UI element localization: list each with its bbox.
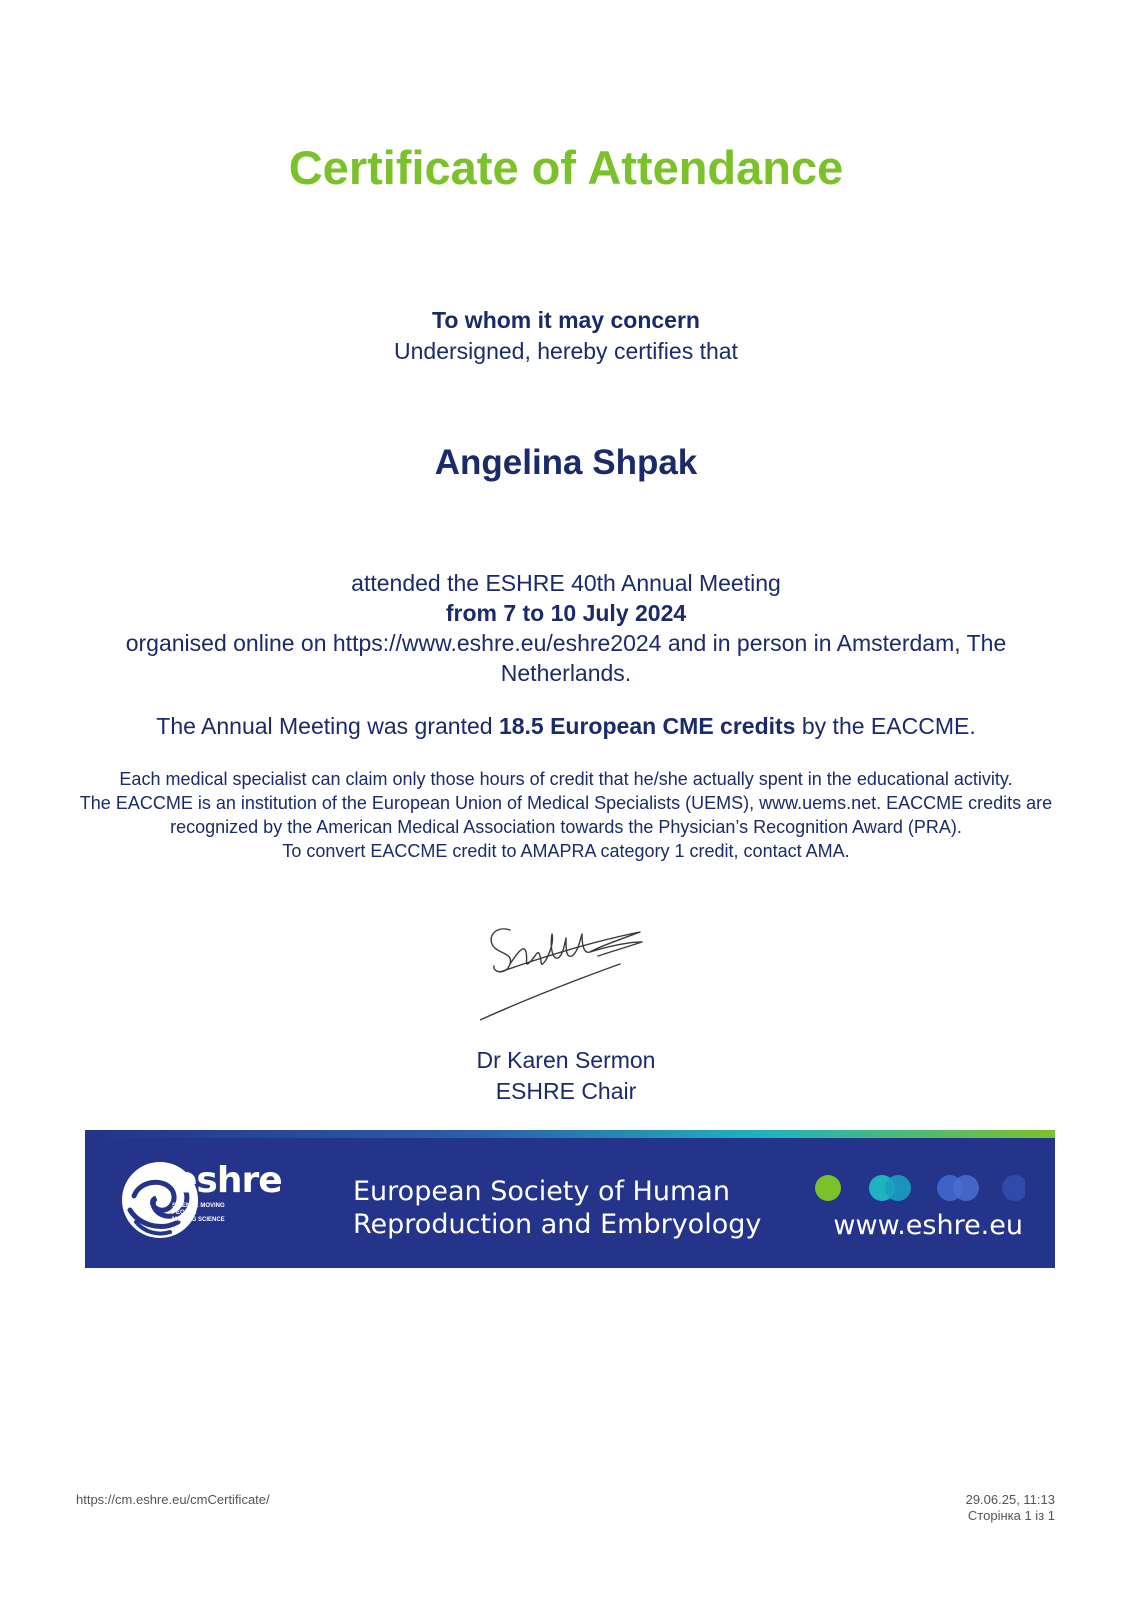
website-link[interactable]: www.eshre.eu [833,1210,1023,1241]
eshre-logo-word: eshre [173,1160,282,1201]
eshre-banner [85,1130,1055,1268]
tagline-line: SCIENCE MOVING [172,1203,225,1209]
tagline-line: MOVING SCIENCE [172,1217,225,1223]
print-url: https://cm.eshre.eu/cmCertificate/ [76,1492,270,1507]
attendee-name: Angelina Shpak [434,443,698,482]
certificate-title: Certificate of Attendance [288,141,844,194]
signer-block [0,1045,1132,1107]
print-page-number: Сторінка 1 із 1 [967,1508,1055,1523]
smallprint-line: The EACCME is an institution of the European Union of Medical Specialists (UEMS), www.uems.net. EACCME credits are recognized by the American Medical Association towards the Physician’s Recognition Award (PRA). [79,793,1053,837]
credits-prefix: The Annual Meeting was granted [156,713,499,739]
signer-title: ESHRE Chair [495,1078,637,1104]
banner-gradient-stripe [85,1130,1055,1138]
society-line-1: European Society of Human [353,1176,730,1207]
salutation-block [0,305,1132,367]
organised-line: organised online on https://www.eshre.eu/eshre2024 and in person in Amsterdam, The Netherlands. [125,630,1007,686]
smallprint-line: To convert EACCME credit to AMAPRA category 1 credit, contact AMA. [282,841,850,861]
certifies-line: Undersigned, hereby certifies that [394,338,738,364]
society-line-2: Reproduction and Embryology [353,1209,762,1240]
eshre-logo-tagline [172,1203,225,1224]
print-meta [966,1492,1055,1524]
credits-suffix: by the EACCME. [795,713,976,739]
smallprint-line: Each medical specialist can claim only those hours of credit that he/she actually spent in the educational activity. [119,769,1013,789]
print-datetime: 29.06.25, 11:13 [965,1492,1055,1507]
signer-name: Dr Karen Sermon [476,1047,656,1073]
brand-dots-icon [815,1173,1025,1203]
signature-image [480,912,680,1022]
accreditation-smallprint [0,767,1132,863]
salutation: To whom it may concern [432,307,700,333]
credits-statement [0,713,1132,740]
tagline-line: PEOPLE [172,1210,197,1216]
attended-line: attended the ESHRE 40th Annual Meeting [351,570,781,596]
society-name [353,1175,761,1241]
credits-value: 18.5 European CME credits [498,713,796,739]
dates-line: from 7 to 10 July 2024 [445,600,687,626]
meeting-details [0,568,1132,688]
